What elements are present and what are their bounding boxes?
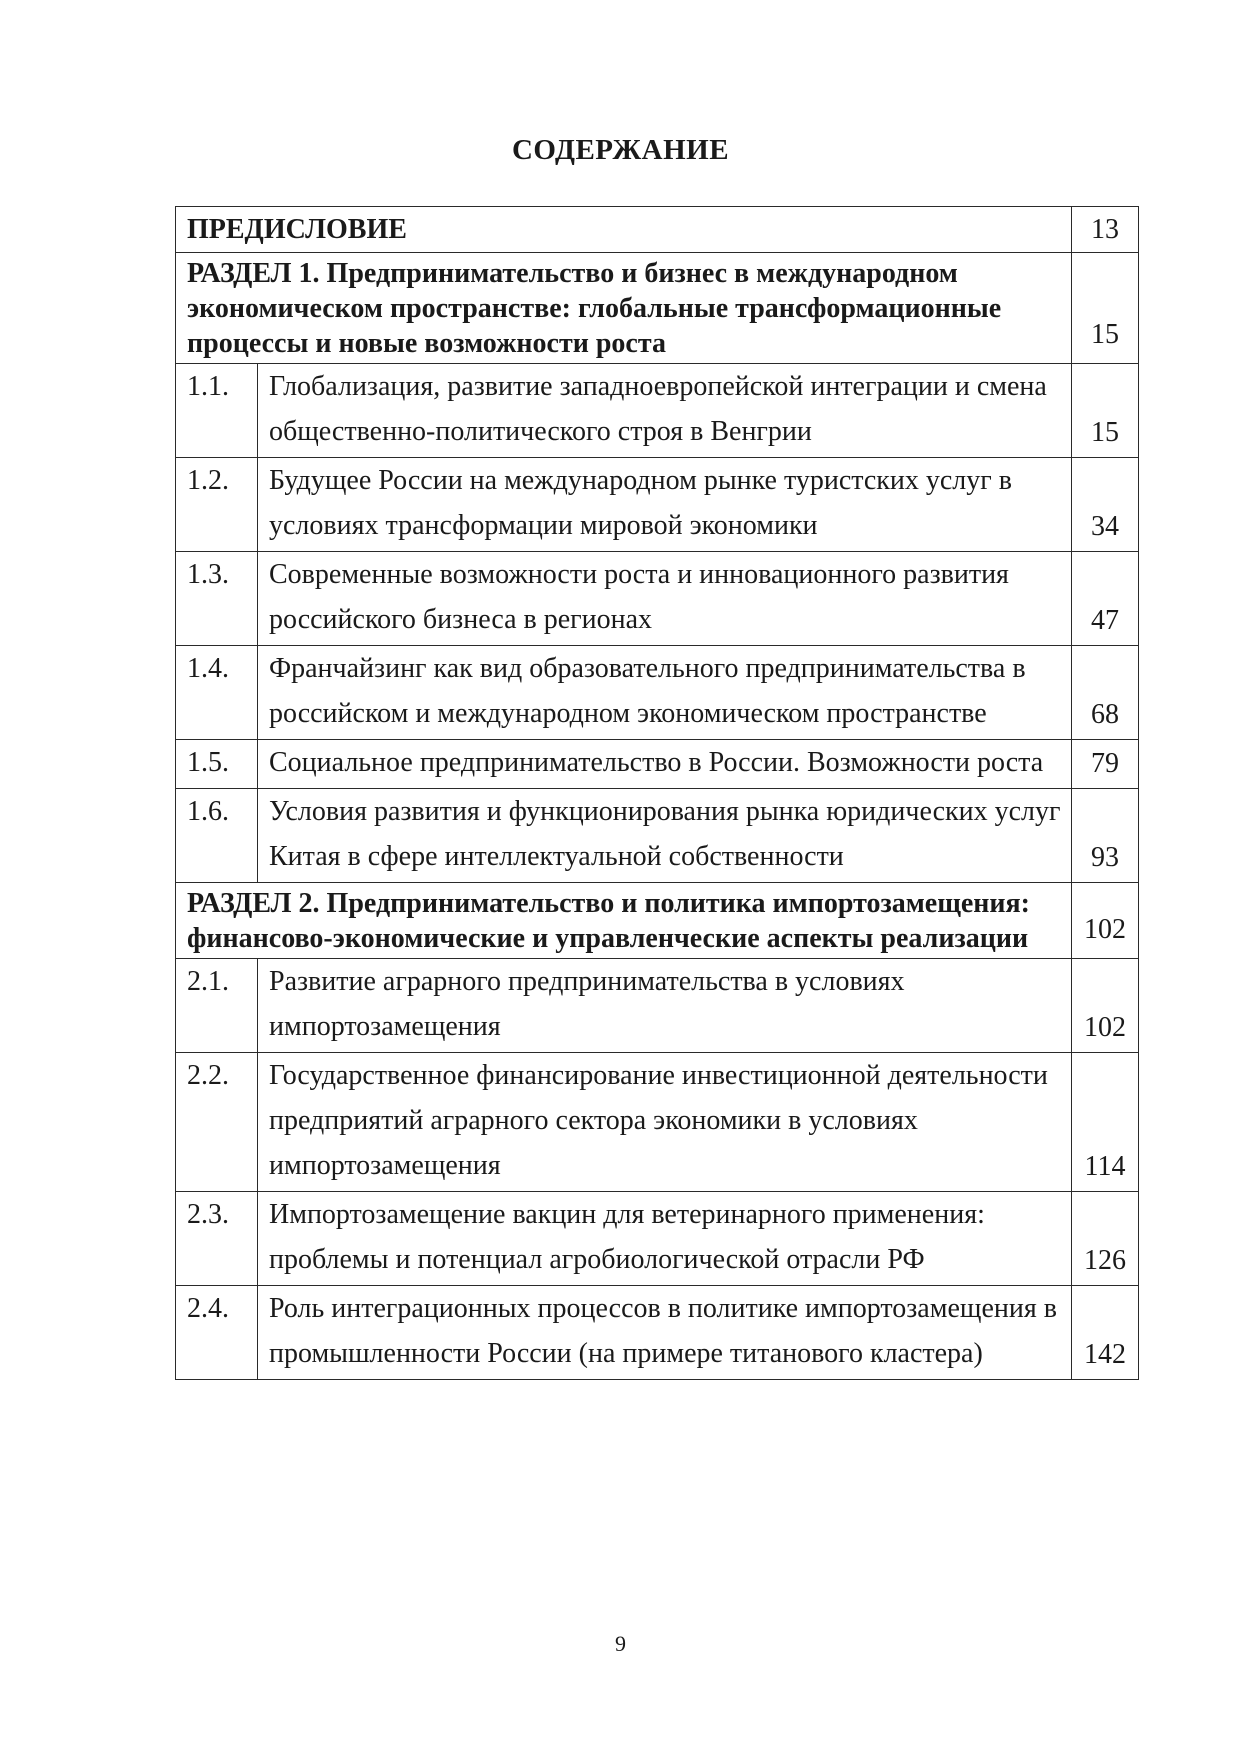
toc-section-row[interactable]: [176, 883, 1139, 959]
toc-item-row[interactable]: [176, 789, 1139, 883]
toc-page-number: 79: [1072, 740, 1139, 789]
toc-item-title: Импортозамещение вакцин для ветеринарного применения: проблемы и потенциал агробиологической отрасли РФ: [258, 1192, 1072, 1286]
toc-item-number: 2.1.: [176, 959, 258, 1053]
toc-page-number: 114: [1072, 1053, 1139, 1192]
toc-item-title: Современные возможности роста и инновационного развития российского бизнеса в регионах: [258, 552, 1072, 646]
toc-item-number: 1.6.: [176, 789, 258, 883]
toc-item-row[interactable]: [176, 552, 1139, 646]
toc-page-number: 15: [1072, 253, 1139, 364]
toc-page-number: 102: [1072, 883, 1139, 959]
toc-item-number: 1.4.: [176, 646, 258, 740]
toc-row-preface[interactable]: [176, 207, 1139, 253]
toc-page-number: 13: [1072, 207, 1139, 253]
toc-item-row[interactable]: [176, 740, 1139, 789]
toc-item-title: Развитие аграрного предпринимательства в условиях импортозамещения: [258, 959, 1072, 1053]
toc-item-title: Будущее России на международном рынке туристских услуг в условиях трансформации мировой экономики: [258, 458, 1072, 552]
toc-item-number: 2.2.: [176, 1053, 258, 1192]
toc-item-title: Франчайзинг как вид образовательного предпринимательства в российском и международном экономическом пространстве: [258, 646, 1072, 740]
page-title: СОДЕРЖАНИЕ: [511, 134, 730, 166]
page-number: 9: [615, 1631, 626, 1656]
toc-section-row[interactable]: [176, 253, 1139, 364]
toc-page-number: 47: [1072, 552, 1139, 646]
toc-item-title: Глобализация, развитие западноевропейской интеграции и смена общественно-политического строя в Венгрии: [258, 364, 1072, 458]
toc-item-row[interactable]: [176, 959, 1139, 1053]
toc-page-number: 68: [1072, 646, 1139, 740]
toc-item-row[interactable]: [176, 1053, 1139, 1192]
toc-item-row[interactable]: [176, 1286, 1139, 1380]
toc-item-title: Государственное финансирование инвестиционной деятельности предприятий аграрного сектора экономики в условиях импортозамещения: [258, 1053, 1072, 1192]
toc-page-number: 93: [1072, 789, 1139, 883]
toc-preface-title: ПРЕДИСЛОВИЕ: [176, 207, 1072, 253]
toc-page-number: 15: [1072, 364, 1139, 458]
toc-item-row[interactable]: [176, 646, 1139, 740]
toc-item-number: 1.2.: [176, 458, 258, 552]
toc-item-row[interactable]: [176, 364, 1139, 458]
toc-item-number: 2.4.: [176, 1286, 258, 1380]
toc-item-number: 2.3.: [176, 1192, 258, 1286]
toc-item-row[interactable]: [176, 458, 1139, 552]
toc-page-number: 34: [1072, 458, 1139, 552]
toc-item-number: 1.5.: [176, 740, 258, 789]
toc-item-title: Условия развития и функционирования рынка юридических услуг Китая в сфере интеллектуальной собственности: [258, 789, 1072, 883]
toc-section-title: РАЗДЕЛ 2. Предпринимательство и политика импортозамещения: финансово-экономические и управленческие аспекты реализации: [176, 883, 1072, 959]
toc-item-number: 1.3.: [176, 552, 258, 646]
toc-page-number: 142: [1072, 1286, 1139, 1380]
toc-page-number: 102: [1072, 959, 1139, 1053]
toc-item-row[interactable]: [176, 1192, 1139, 1286]
table-of-contents: [175, 206, 1139, 1380]
toc-item-number: 1.1.: [176, 364, 258, 458]
toc-section-title: РАЗДЕЛ 1. Предпринимательство и бизнес в международном экономическом пространстве: глобальные трансформационные процессы и новые возможности роста: [176, 253, 1072, 364]
toc-item-title: Роль интеграционных процессов в политике импортозамещения в промышленности России (на примере титанового кластера): [258, 1286, 1072, 1380]
toc-item-title: Социальное предпринимательство в России. Возможности роста: [258, 740, 1072, 789]
toc-page-number: 126: [1072, 1192, 1139, 1286]
